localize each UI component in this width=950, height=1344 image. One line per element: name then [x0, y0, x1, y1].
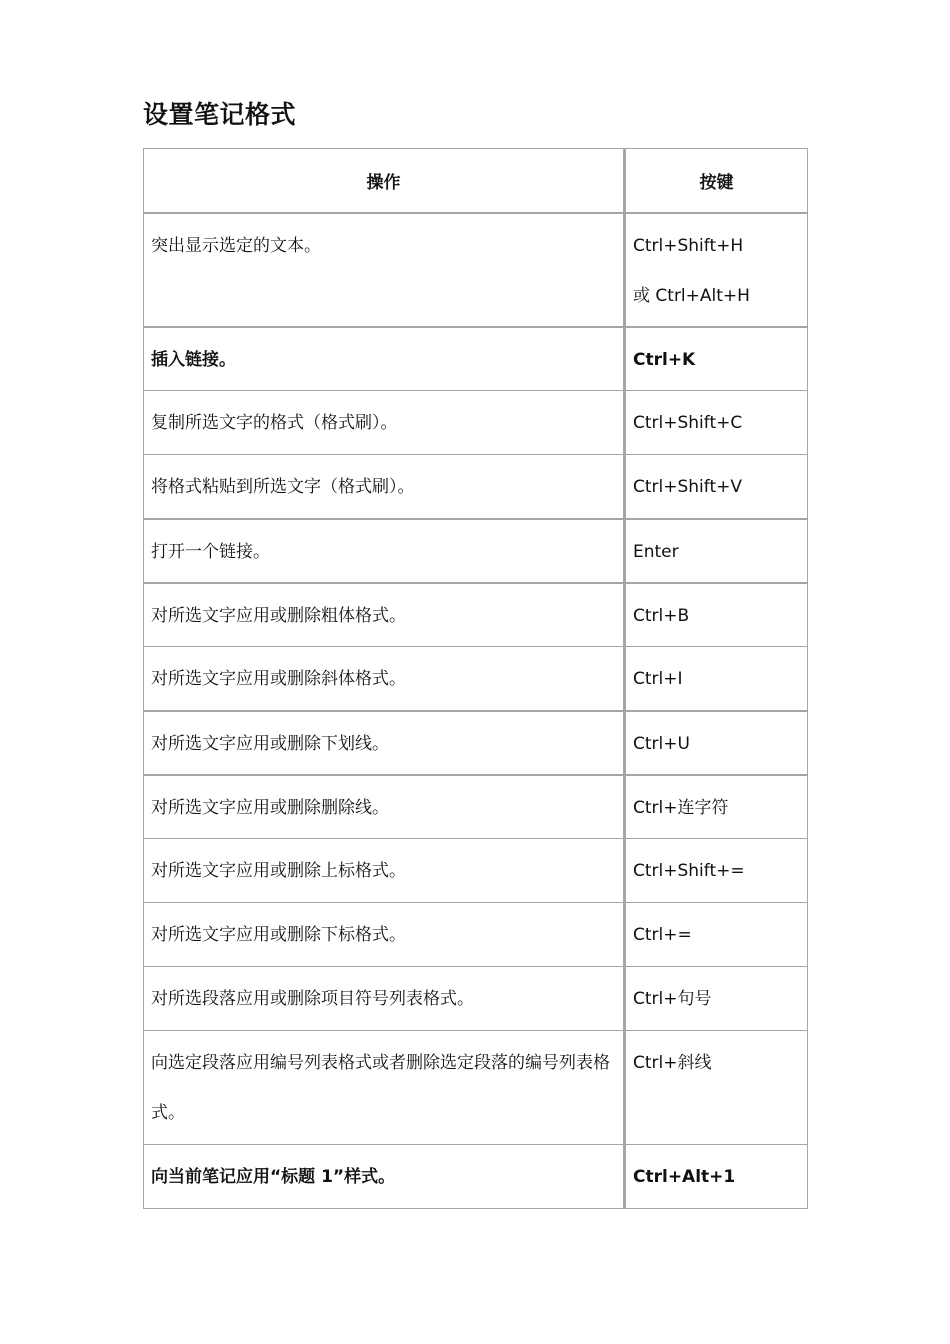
table-row: [144, 519, 808, 583]
key-combo: Ctrl+Alt+1: [633, 1167, 736, 1187]
keys-cell: [625, 519, 808, 583]
table-row: [144, 455, 808, 519]
table-row: [144, 903, 808, 967]
table-row: [144, 967, 808, 1031]
table-row: [144, 775, 808, 839]
table-row: [144, 1145, 808, 1209]
keys-cell: [625, 775, 808, 839]
key-combo: Ctrl+Shift+H: [633, 235, 744, 256]
key-combo: Enter: [633, 541, 679, 562]
action-cell: 对所选文字应用或删除删除线。: [144, 775, 625, 839]
table-row: [144, 711, 808, 775]
action-cell: 将格式粘贴到所选文字（格式刷）。: [144, 455, 625, 519]
key-combo: Ctrl+=: [633, 925, 692, 945]
key-combo: Ctrl+连字符: [633, 797, 729, 818]
action-cell: 对所选文字应用或删除粗体格式。: [144, 583, 625, 647]
keys-cell: [625, 647, 808, 711]
action-cell: 突出显示选定的文本。: [144, 213, 625, 327]
table-row: [144, 391, 808, 455]
action-cell: 对所选文字应用或删除斜体格式。: [144, 647, 625, 711]
key-combo: Ctrl+句号: [633, 989, 712, 1009]
table-row: [144, 213, 808, 327]
action-cell: 对所选文字应用或删除下划线。: [144, 711, 625, 775]
key-combo: Ctrl+I: [633, 669, 683, 689]
keys-cell: [625, 711, 808, 775]
column-header-keys: 按键: [625, 149, 808, 213]
keys-cell: [625, 583, 808, 647]
keys-cell: [625, 967, 808, 1031]
key-combo: Ctrl+Shift+=: [633, 861, 745, 881]
key-combo: Ctrl+U: [633, 733, 690, 754]
keys-cell: [625, 1145, 808, 1209]
key-combo: Ctrl+K: [633, 349, 696, 370]
key-combo: Ctrl+Shift+V: [633, 477, 743, 497]
key-combo: Ctrl+B: [633, 605, 690, 626]
keys-cell: [625, 455, 808, 519]
table-row: [144, 647, 808, 711]
keys-cell: [625, 903, 808, 967]
key-combo: 或 Ctrl+Alt+H: [633, 285, 750, 306]
key-combo: Ctrl+Shift+C: [633, 413, 743, 433]
keys-cell: [625, 327, 808, 391]
action-cell: 复制所选文字的格式（格式刷）。: [144, 391, 625, 455]
keys-cell: [625, 1031, 808, 1145]
keys-cell: [625, 839, 808, 903]
action-cell: 打开一个链接。: [144, 519, 625, 583]
action-cell: 插入链接。: [144, 327, 625, 391]
keys-cell: [625, 213, 808, 327]
table-row: [144, 327, 808, 391]
action-cell: 对所选段落应用或删除项目符号列表格式。: [144, 967, 625, 1031]
table-row: [144, 583, 808, 647]
action-cell: 对所选文字应用或删除下标格式。: [144, 903, 625, 967]
action-cell: 向选定段落应用编号列表格式或者删除选定段落的编号列表格式。: [144, 1031, 625, 1145]
column-header-action: 操作: [144, 149, 625, 213]
table-header-row: [144, 149, 808, 213]
keys-cell: [625, 391, 808, 455]
key-combo: Ctrl+斜线: [633, 1053, 712, 1073]
action-cell: 对所选文字应用或删除上标格式。: [144, 839, 625, 903]
action-cell: 向当前笔记应用“标题 1”样式。: [144, 1145, 625, 1209]
page-title: 设置笔记格式: [143, 100, 297, 129]
table-row: [144, 1031, 808, 1145]
shortcut-table: [143, 148, 808, 1209]
table-row: [144, 839, 808, 903]
